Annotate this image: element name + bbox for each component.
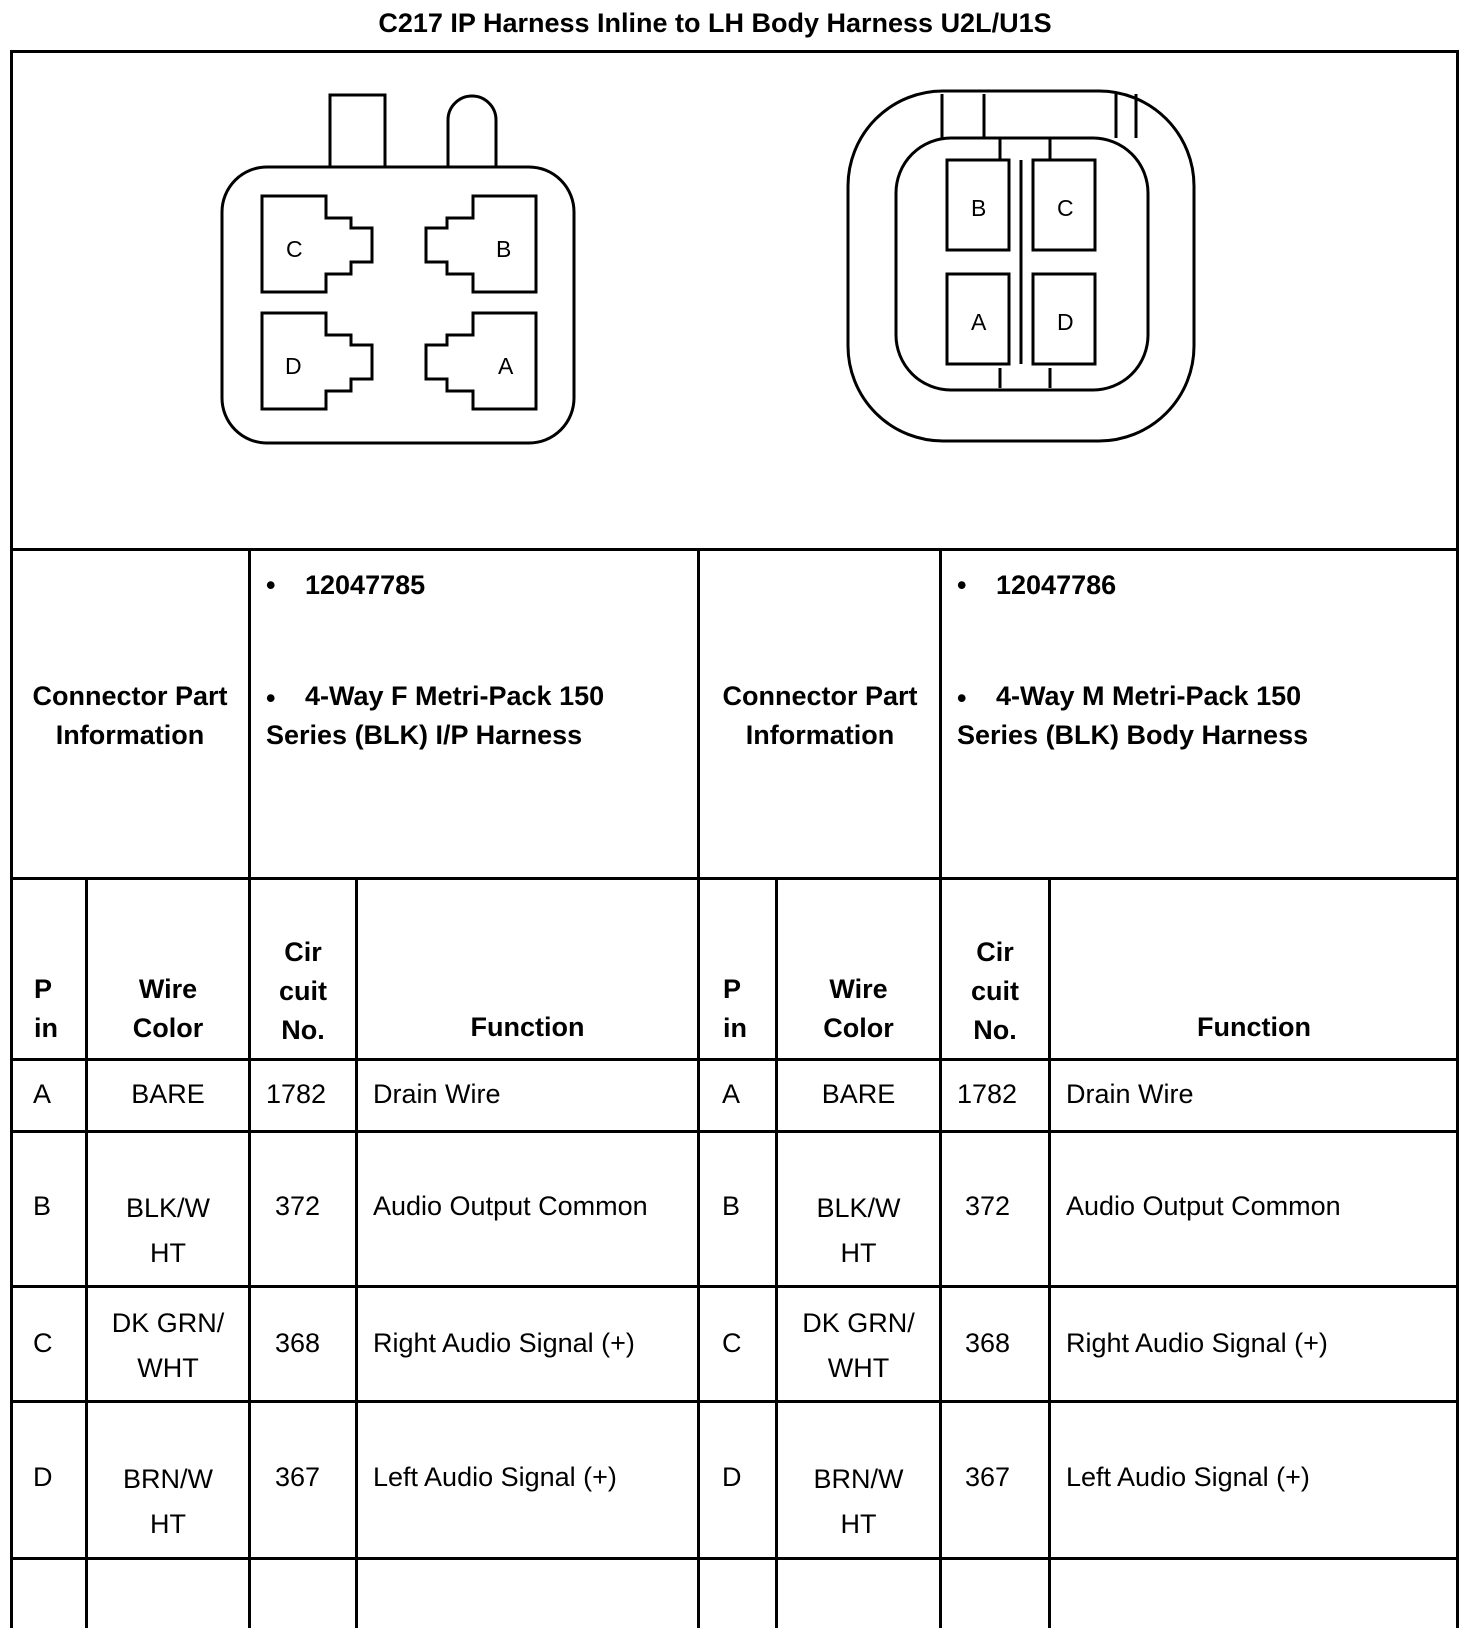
info-label-line: Connector Part bbox=[32, 681, 228, 711]
wire-color-cell: DK GRN/ WHT bbox=[802, 1308, 915, 1383]
function-cell: Left Audio Signal (+) bbox=[1066, 1462, 1310, 1492]
pin-cell: C bbox=[33, 1328, 53, 1358]
circuit-cell: 1782 bbox=[266, 1079, 327, 1109]
bullet: • bbox=[266, 570, 276, 600]
cavity-label: D bbox=[285, 353, 302, 379]
left-connector-drawing bbox=[222, 95, 574, 443]
description-line: 4-Way F Metri-Pack 150 bbox=[305, 681, 605, 711]
circuit-cell: 367 bbox=[965, 1462, 1011, 1492]
header-pin: P in bbox=[34, 974, 58, 1043]
bullet: • bbox=[957, 683, 967, 713]
connector-info-label bbox=[701, 677, 939, 755]
grid-line bbox=[10, 1130, 1459, 1133]
pin-cell: C bbox=[722, 1328, 742, 1358]
function-cell: Right Audio Signal (+) bbox=[1066, 1328, 1328, 1358]
function-cell: Left Audio Signal (+) bbox=[373, 1462, 617, 1492]
pin-cell: B bbox=[722, 1191, 741, 1221]
pin-cell: A bbox=[722, 1079, 741, 1109]
grid-line bbox=[10, 1400, 1459, 1403]
header-function: Function bbox=[1197, 1012, 1311, 1042]
grid-line bbox=[1048, 879, 1051, 1628]
connector-info-label bbox=[12, 677, 248, 755]
grid-line bbox=[10, 1557, 1459, 1560]
function-cell: Audio Output Common bbox=[1066, 1191, 1341, 1221]
wire-color-cell: BARE bbox=[131, 1079, 205, 1109]
circuit-cell: 368 bbox=[965, 1328, 1011, 1358]
wire-color-cell: BRN/W HT bbox=[123, 1464, 213, 1539]
info-label-line: Information bbox=[55, 720, 205, 750]
grid-line bbox=[10, 1285, 1459, 1288]
info-label-line: Connector Part bbox=[722, 681, 918, 711]
header-wire-color: Wire Color bbox=[823, 974, 894, 1043]
part-number: 12047785 bbox=[305, 570, 426, 600]
bullet: • bbox=[957, 570, 967, 600]
cavity-label: B bbox=[971, 195, 987, 221]
connector-diagrams bbox=[10, 50, 1459, 578]
connector-description bbox=[266, 677, 696, 755]
function-cell: Audio Output Common bbox=[373, 1191, 648, 1221]
grid-line bbox=[697, 550, 700, 1628]
cavity-label: A bbox=[971, 309, 987, 335]
header-circuit-no: Cir cuit No. bbox=[278, 937, 327, 1045]
wire-color-cell: BARE bbox=[821, 1079, 896, 1109]
circuit-cell: 372 bbox=[965, 1191, 1011, 1221]
wire-color-cell: DK GRN/ WHT bbox=[111, 1308, 225, 1383]
wire-color-cell: BLK/W HT bbox=[816, 1193, 901, 1268]
grid-line bbox=[10, 877, 1459, 880]
pin-cell: A bbox=[33, 1079, 52, 1109]
header-circuit-no: Cir cuit No. bbox=[970, 937, 1019, 1045]
grid-line bbox=[10, 548, 1459, 551]
wire-color-cell: BRN/W HT bbox=[813, 1464, 904, 1539]
grid-line bbox=[355, 879, 358, 1628]
grid-line bbox=[10, 1058, 1459, 1061]
cavity-label: D bbox=[1057, 309, 1074, 335]
pin-cell: D bbox=[33, 1462, 53, 1492]
circuit-cell: 372 bbox=[275, 1191, 321, 1221]
wire-color-cell: BLK/W HT bbox=[125, 1193, 211, 1268]
pin-cell: D bbox=[722, 1462, 742, 1492]
function-cell: Drain Wire bbox=[1066, 1079, 1194, 1109]
left-connector-labels bbox=[285, 236, 514, 379]
page-title: C217 IP Harness Inline to LH Body Harness U2L/U1S bbox=[378, 8, 1052, 38]
circuit-cell: 1782 bbox=[957, 1079, 1018, 1109]
description-line: 4-Way M Metri-Pack 150 bbox=[996, 681, 1302, 711]
info-label-line: Information bbox=[745, 720, 895, 750]
circuit-cell: 367 bbox=[275, 1462, 321, 1492]
cavity-label: C bbox=[286, 236, 303, 262]
cavity-label: B bbox=[496, 236, 512, 262]
header-pin: P in bbox=[723, 974, 747, 1043]
connector-description bbox=[957, 677, 1457, 755]
grid-line bbox=[248, 550, 251, 1628]
function-cell: Right Audio Signal (+) bbox=[373, 1328, 635, 1358]
right-connector-drawing bbox=[848, 91, 1194, 441]
cavity-label: A bbox=[498, 353, 514, 379]
pin-cell: B bbox=[33, 1191, 52, 1221]
bullet: • bbox=[266, 683, 276, 713]
part-number: 12047786 bbox=[996, 570, 1117, 600]
function-cell: Drain Wire bbox=[373, 1079, 501, 1109]
description-line: Series (BLK) I/P Harness bbox=[266, 720, 583, 750]
cavity-label: C bbox=[1057, 195, 1074, 221]
circuit-cell: 368 bbox=[275, 1328, 321, 1358]
grid-line bbox=[939, 550, 942, 1628]
header-wire-color: Wire Color bbox=[132, 974, 204, 1043]
header-function: Function bbox=[470, 1012, 585, 1042]
description-line: Series (BLK) Body Harness bbox=[957, 720, 1309, 750]
